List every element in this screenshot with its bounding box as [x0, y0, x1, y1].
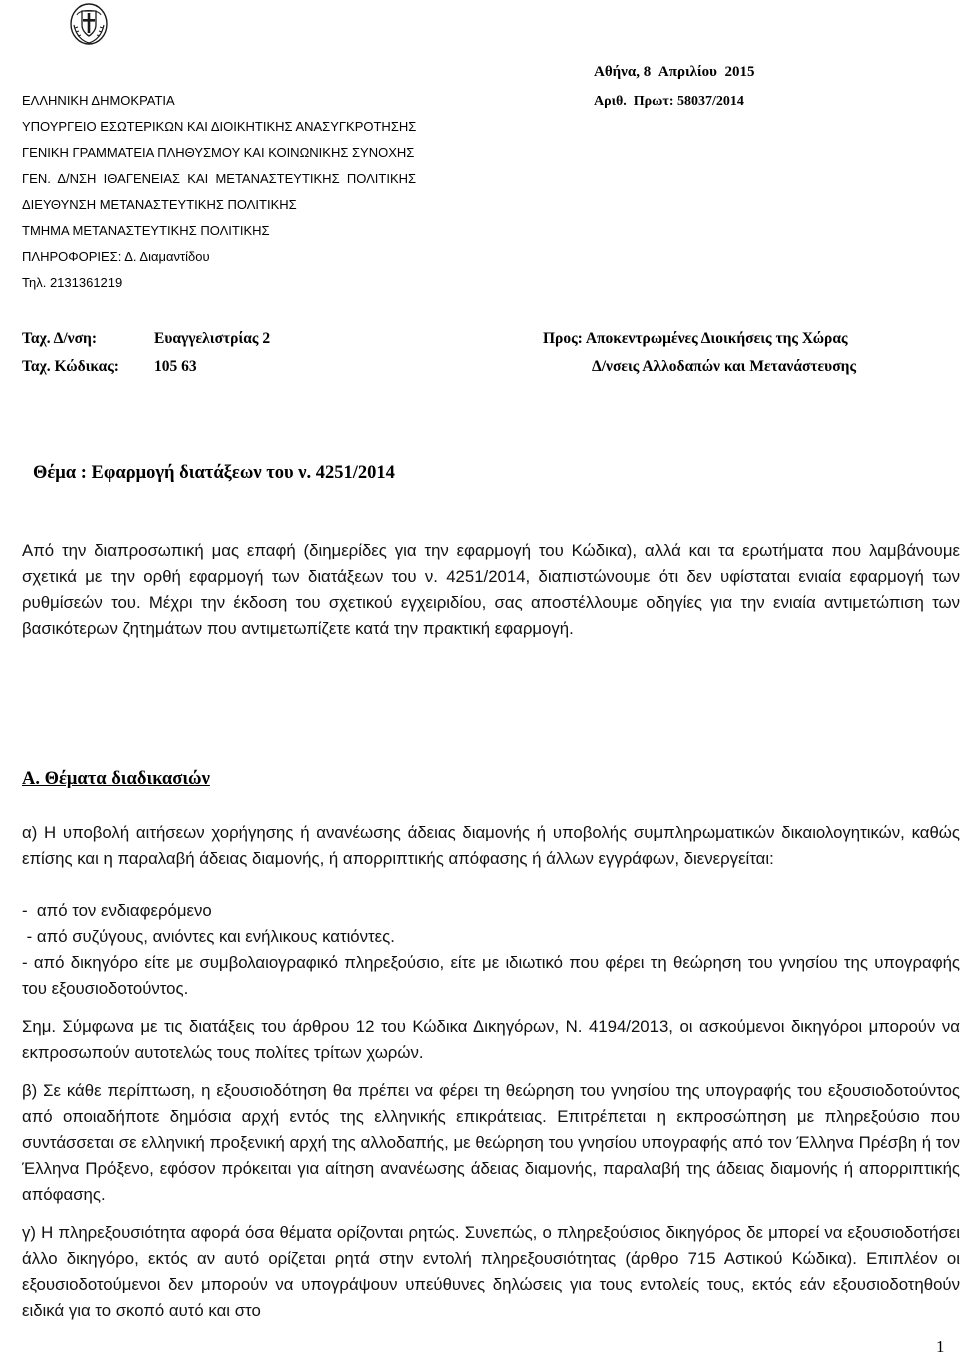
list-item: - από δικηγόρο είτε με συμβολαιογραφικό πληρεξούσιο, είτε με ιδιωτικό που φέρει τη θεώρηση του γνησίου της υπογραφής του εξουσιοδοτούντος.	[22, 953, 960, 998]
document-date: Αθήνα, 8 Απριλίου 2015	[594, 64, 755, 80]
subject-line: Θέμα : Εφαρμογή διατάξεων του ν. 4251/2014	[33, 463, 395, 483]
section-a-title: Α. Θέματα διαδικασιών	[22, 769, 210, 789]
street-value: Ευαγγελιστρίας 2	[154, 330, 271, 347]
zip-value: 105 63	[154, 358, 197, 375]
page-number: 1	[936, 1337, 945, 1356]
list-item: - από συζύγους, ανιόντες και ενήλικους κατιόντες.	[22, 927, 395, 946]
sender-line-general-directorate: ΓΕΝ. Δ/ΝΣΗ ΙΘΑΓΕΝΕΙΑΣ ΚΑΙ ΜΕΤΑΝΑΣΤΕΥΤΙΚΗΣ ΠΟΛΙΤΙΚΗΣ	[22, 171, 417, 186]
list-item: - από τον ενδιαφερόμενο	[22, 901, 212, 920]
note-paragraph: Σημ. Σύμφωνα με τις διατάξεις του άρθρου 12 του Κώδικα Δικηγόρων, Ν. 4194/2013, οι ασκούμενοι δικηγόροι μπορούν να εκπροσωπούν αυτοτελώς τους πολίτες τρίτων χωρών.	[22, 1017, 960, 1062]
protocol-number: Αριθ. Πρωτ: 58037/2014	[594, 94, 744, 109]
list-a	[22, 898, 960, 1002]
sender-line-ministry: ΥΠΟΥΡΓΕΙΟ ΕΣΩΤΕΡΙΚΩΝ ΚΑΙ ΔΙΟΙΚΗΤΙΚΗΣ ΑΝΑΣΥΓΚΡΟΤΗΣΗΣ	[22, 119, 417, 134]
sender-line-directorate: ΔΙΕΥΘΥΝΣΗ ΜΕΤΑΝΑΣΤΕΥΤΙΚΗΣ ΠΟΛΙΤΙΚΗΣ	[22, 197, 297, 212]
sender-line-department: ΤΜΗΜΑ ΜΕΤΑΝΑΣΤΕΥΤΙΚΗΣ ΠΟΛΙΤΙΚΗΣ	[22, 223, 270, 238]
coat-of-arms-icon	[69, 3, 109, 45]
sender-line-country: ΕΛΛΗΝΙΚΗ ΔΗΜΟΚΡΑΤΙΑ	[22, 93, 175, 108]
paragraph-b: β) Σε κάθε περίπτωση, η εξουσιοδότηση θα πρέπει να φέρει τη θεώρηση του γνησίου της υπογραφής του εξουσιοδοτούντος από οποιαδήποτε δημόσια αρχή εντός της ελληνικής επικράτειας. Επιτρέπεται η εκπροσώπηση με πληρεξούσιο που συντάσσεται σε ελληνική προξενική αρχή της αλλοδαπής, με θεώρηση του γνησίου υπογραφής από τον Έλληνα Πρέσβη ή τον Έλληνα Πρόξενο, εφόσον πρόκειται για αίτηση ανανέωσης άδειας διαμονής, παραλαβή της άδειας διαμονής ή απορριπτικής απόφασης.	[22, 1081, 960, 1204]
sender-header	[22, 88, 502, 296]
sender-line-contact: ΠΛΗΡΟΦΟΡΙΕΣ: Δ. Διαμαντίδου	[22, 249, 210, 264]
sender-line-secretariat: ΓΕΝΙΚΗ ΓΡΑΜΜΑΤΕΙΑ ΠΛΗΘΥΣΜΟΥ ΚΑΙ ΚΟΙΝΩΝΙΚΗΣ ΣΥΝΟΧΗΣ	[22, 145, 415, 160]
sender-line-phone: Τηλ. 2131361219	[22, 275, 123, 290]
recipient-line-2: Δ/νσεις Αλλοδαπών και Μετανάστευσης	[592, 358, 856, 375]
paragraph-a: α) Η υποβολή αιτήσεων χορήγησης ή ανανέωσης άδειας διαμονής ή υποβολής συμπληρωματικών δικαιολογητικών, καθώς επίσης και η παραλαβή άδειας διαμονής, ή απορριπτικής απόφασης ή άλλων εγγράφων, διενεργείται:	[22, 823, 960, 868]
zip-label: Ταχ. Κώδικας:	[22, 358, 119, 375]
recipient-line-1: Προς: Αποκεντρωμένες Διοικήσεις της Χώρας	[543, 330, 848, 347]
intro-paragraph: Από την διαπροσωπική μας επαφή (διημερίδες για την εφαρμογή του Κώδικα), αλλά και τα ερωτήματα που λαμβάνουμε σχετικά με την ορθή εφαρμογή των διατάξεων του ν. 4251/2014, διαπιστώνουμε ότι δεν υφίσταται ενιαία εφαρμογή των ρυθμίσεών του. Μέχρι την έκδοση του σχετικού εγχειριδίου, σας αποστέλλουμε οδηγίες για την ενιαία αντιμετώπιση των βασικότερων ζητημάτων που αντιμετωπίζετε κατά την πρακτική εφαρμογή.	[22, 541, 960, 638]
paragraph-c: γ) Η πληρεξουσιότητα αφορά όσα θέματα ορίζονται ρητώς. Συνεπώς, ο πληρεξούσιος δικηγόρος δε μπορεί να εξουσιοδοτήσει άλλο δικηγόρο, εκτός αν αυτό ορίζεται ρητά στην εντολή πληρεξουσιότητας (άρθρο 715 Αστικού Κώδικα). Επιπλέον οι εξουσιοδοτούμενοι δεν μπορούν να υπογράψουν υπεύθυνες δηλώσεις για τους εντολείς τους, εκτός εάν εξουσιοδοτηθούν ειδικά για το σκοπό αυτό και στο	[22, 1223, 960, 1320]
street-label: Ταχ. Δ/νση:	[22, 330, 97, 347]
